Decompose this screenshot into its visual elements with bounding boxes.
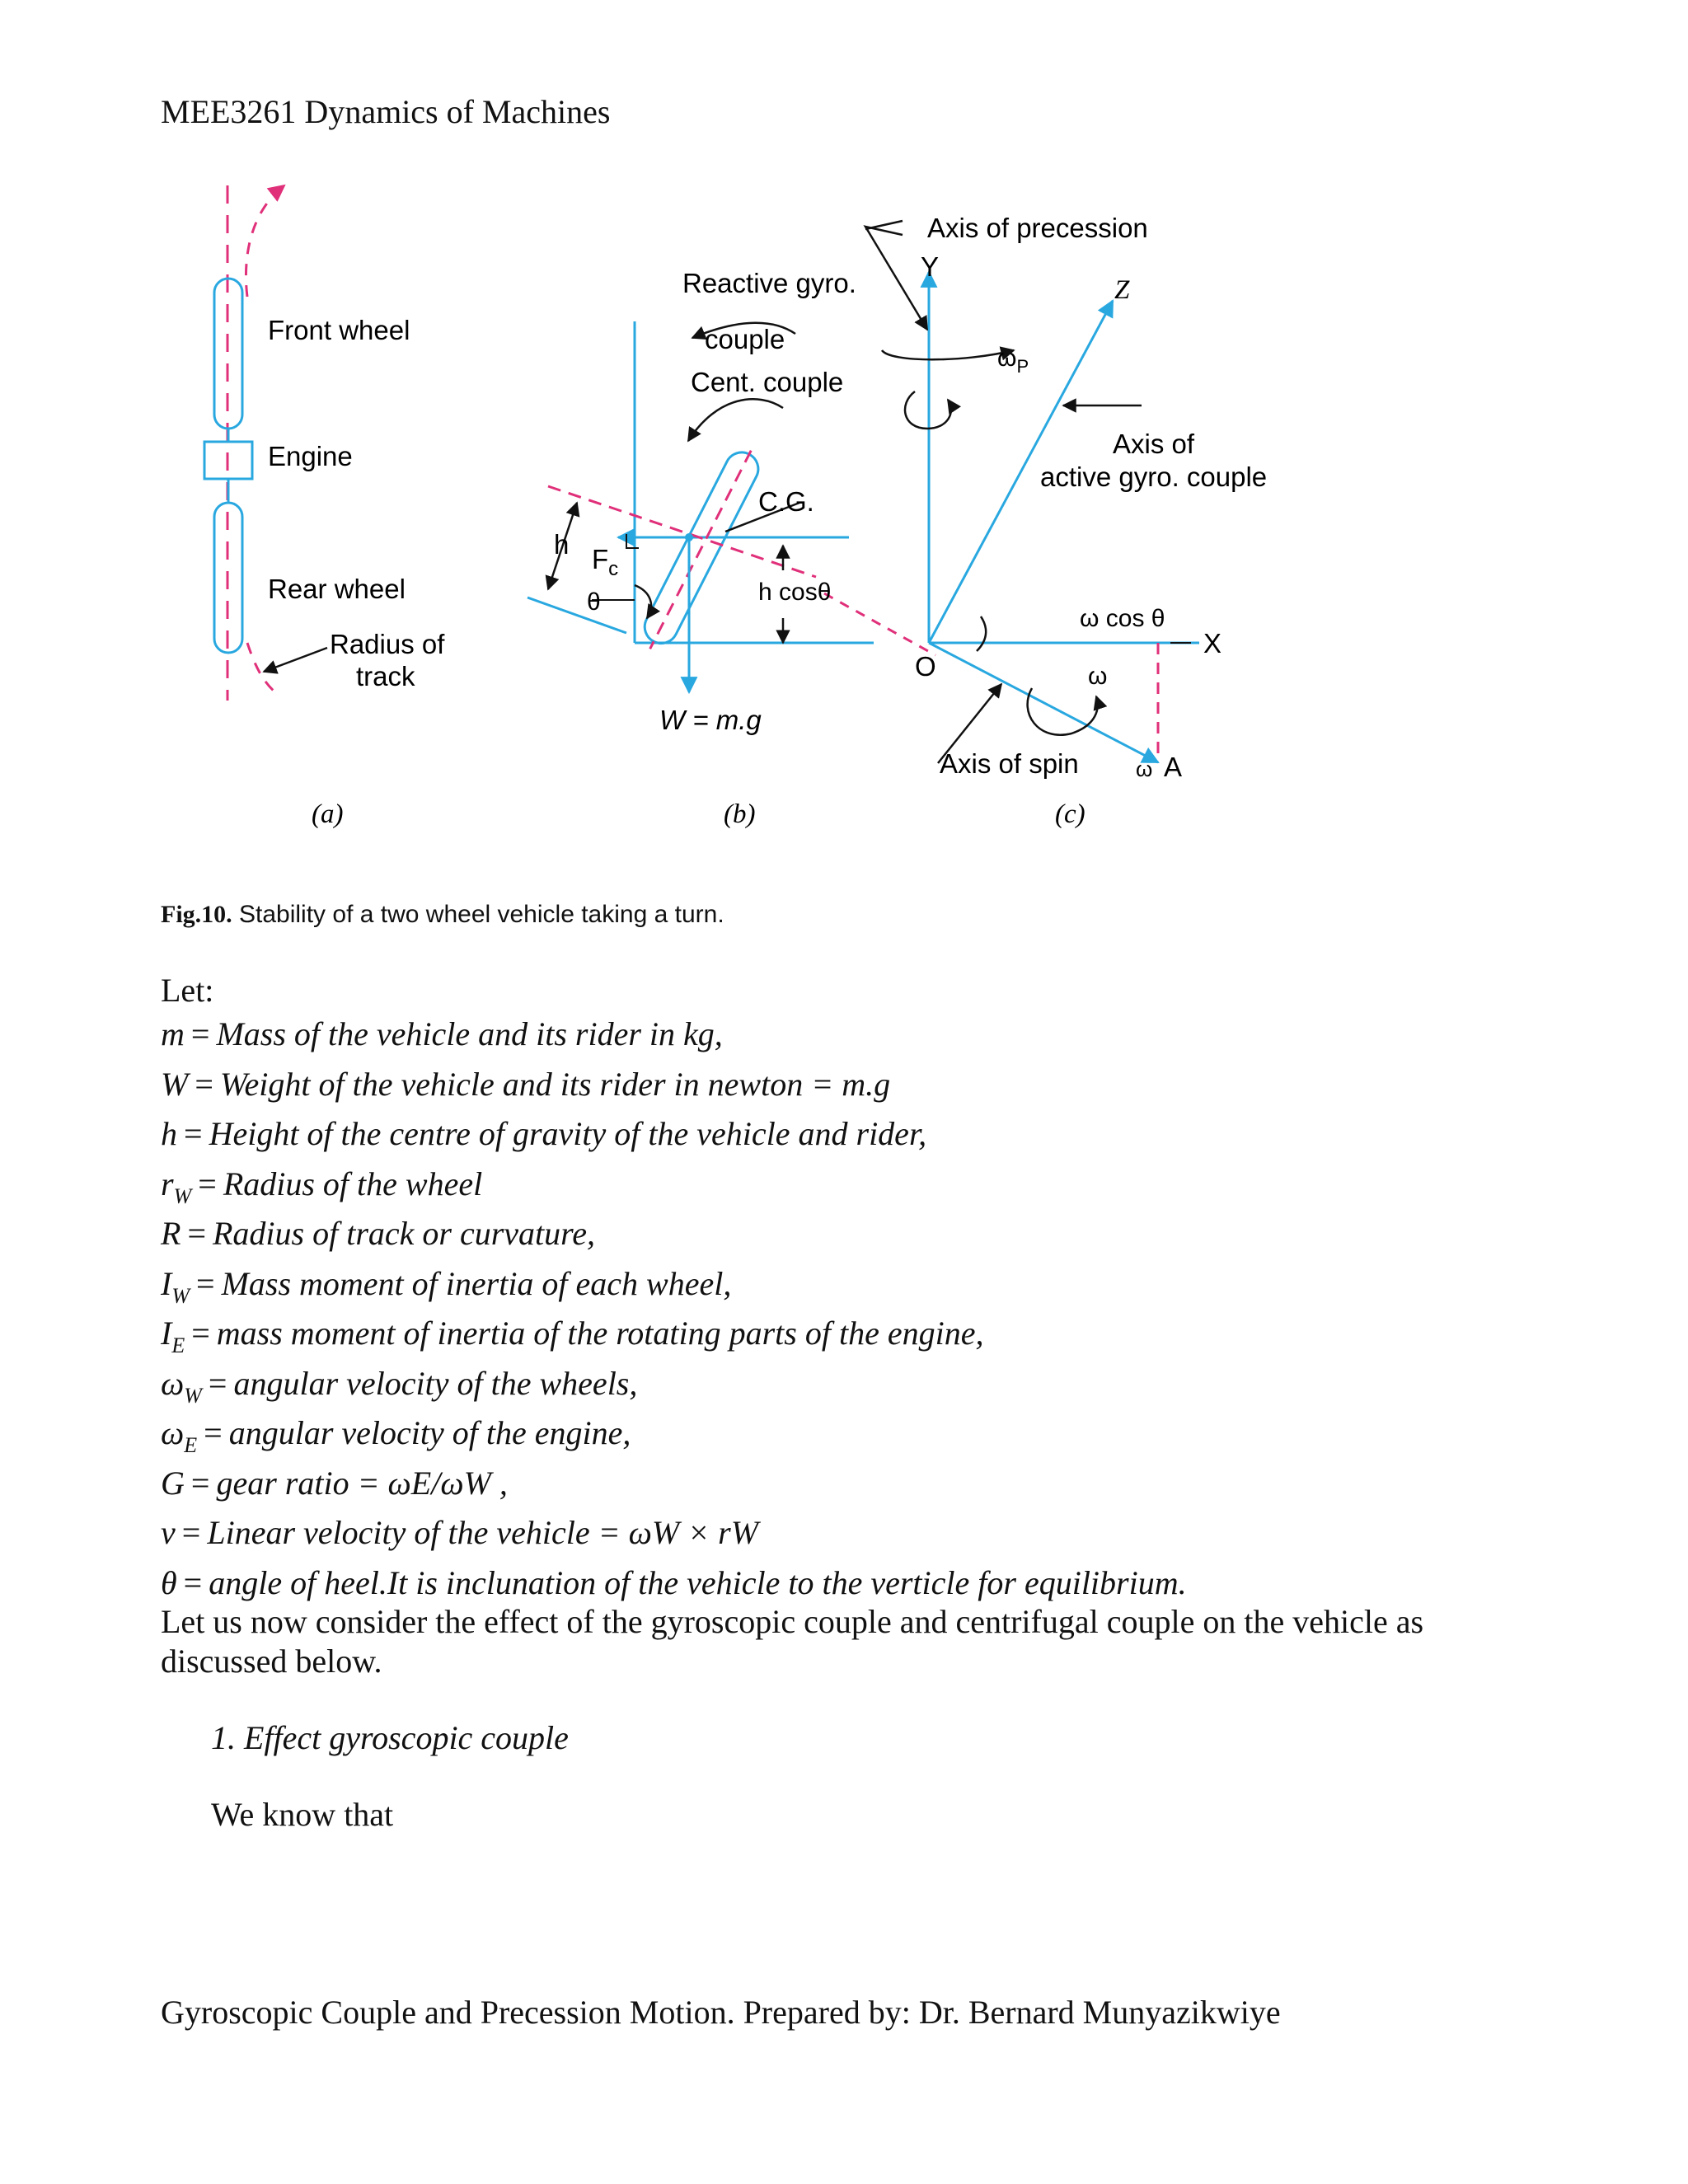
definition-item: h = Height of the centre of gravity of the vehicle and rider,	[161, 1115, 927, 1152]
definition-item: $\omega_E$ = angular velocity of the engine,	[161, 1414, 631, 1457]
radius-label-1: Radius of	[330, 629, 445, 659]
definition-item: $\omega_W$ = angular velocity of the wheels,	[161, 1364, 638, 1408]
figure-caption	[161, 901, 724, 929]
weight-label: W = m.g	[659, 705, 762, 735]
cg-label: C.G.	[758, 486, 814, 517]
z-label: Z	[1114, 275, 1130, 305]
figure-caption-text: Stability of a two wheel vehicle taking a turn.	[232, 901, 724, 928]
definition-item: W = Weight of the vehicle and its rider in newton = m.g	[161, 1065, 891, 1103]
definition-item: $I_W$ = Mass moment of inertia of each wheel,	[161, 1264, 732, 1308]
active-label-2: active gyro. couple	[1040, 462, 1268, 492]
radius-label-2: track	[356, 661, 415, 691]
omega-p-label: $\omega_P$	[997, 344, 1029, 377]
fc-label: $F_c$	[592, 544, 619, 580]
o-label: O	[915, 651, 936, 682]
panel-c-label: (c)	[1055, 799, 1085, 829]
panel-a	[204, 185, 445, 829]
we-know-text: We know that	[211, 1796, 394, 1833]
cent-couple-arrow	[688, 399, 783, 441]
h-label: h	[554, 529, 570, 560]
page-footer: Gyroscopic Couple and Precession Motion. Prepared by: Dr. Bernard Munyazikwiye	[161, 1994, 1281, 2031]
spin-label: Axis of spin	[940, 748, 1079, 779]
active-label-1: Axis of	[1113, 429, 1195, 459]
page-header: MEE3261 Dynamics of Machines	[161, 93, 611, 130]
definition-item: m = Mass of the vehicle and its rider in kg,	[161, 1015, 723, 1052]
panel-a-label: (a)	[312, 799, 344, 829]
track-curve	[247, 643, 280, 696]
y-label: Y	[921, 251, 940, 282]
engine-label: Engine	[268, 441, 353, 471]
precession-pointer	[865, 227, 927, 330]
omega-p-arrow	[882, 350, 1014, 359]
definitions-list	[161, 1010, 1187, 1608]
couple-label: couple	[705, 324, 785, 354]
cent-couple-label: Cent. couple	[691, 367, 844, 397]
figure-number: Fig.10.	[161, 901, 232, 928]
spin-axis	[929, 643, 1158, 762]
definition-item: θ = angle of heel.It is inclunation of the vehicle to the verticle for equilibrium.	[161, 1563, 1187, 1601]
figure-stability-diagram	[0, 0, 1688, 890]
track-arrow	[246, 185, 284, 297]
omega-cos-label: ω cos θ	[1080, 605, 1165, 632]
step-heading: 1. Effect gyroscopic couple	[211, 1719, 569, 1756]
body-paragraph: Let us now consider the effect of the gyroscopic couple and centrifugal couple on the vehicle as discussed below.	[161, 1603, 1424, 1680]
front-wheel-label: Front wheel	[268, 315, 410, 345]
x-label: X	[1203, 628, 1222, 658]
omega-a-label: ω	[1136, 757, 1153, 781]
a-label: A	[1164, 752, 1183, 782]
definition-item: v = Linear velocity of the vehicle = ωW × rW	[161, 1514, 759, 1551]
definition-item: $I_E$ = mass moment of inertia of the rotating parts of the engine,	[161, 1315, 984, 1357]
panel-b	[528, 268, 935, 829]
definition-item: R = Radius of track or curvature,	[161, 1215, 596, 1252]
omega-label: ω	[1088, 663, 1108, 690]
definition-item: $r_W$ = Radius of the wheel	[161, 1165, 483, 1208]
panel-c	[865, 213, 1267, 829]
rear-wheel-label: Rear wheel	[268, 574, 406, 604]
let-heading: Let:	[161, 972, 214, 1009]
theta-label: θ	[587, 588, 601, 616]
reactive-label: Reactive gyro.	[682, 268, 856, 298]
precession-label: Axis of precession	[927, 213, 1148, 243]
definition-item: G = gear ratio = ωE/ωW ,	[161, 1464, 508, 1502]
panel-b-label: (b)	[724, 799, 756, 829]
hcos-label: h cosθ	[758, 579, 832, 606]
